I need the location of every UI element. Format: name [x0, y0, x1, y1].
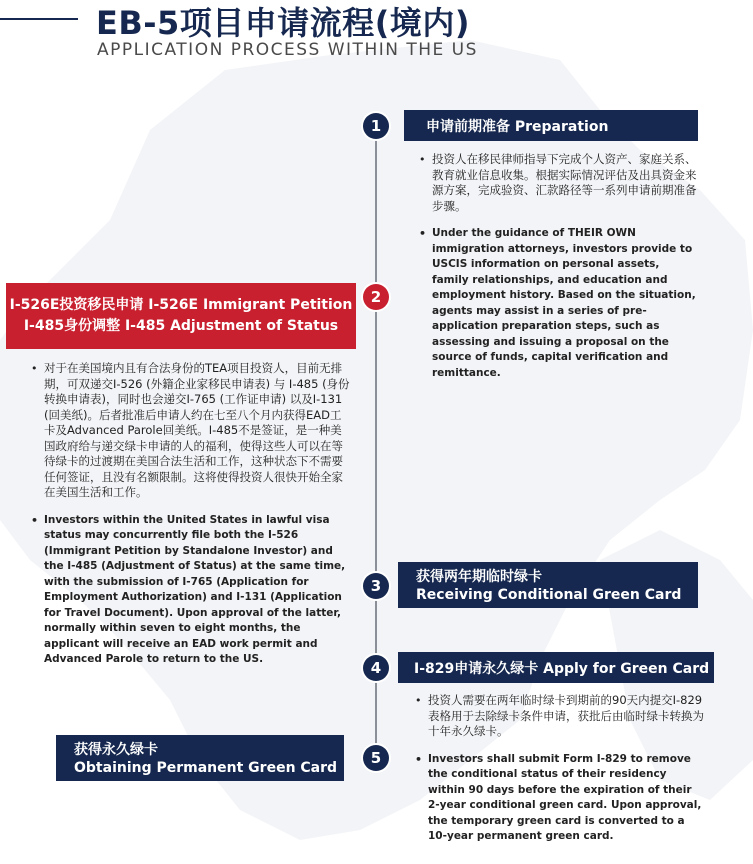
step-1-banner: [404, 110, 698, 141]
step-2-bullet-zh: • 对于在美国境内且有合法身份的TEA项目投资人，目前无排期，可双递交I-526 (外籍企业家移民申请表) 与 I-485 (身份转换申请表)，同时也会递交I-765 (工作证申请) 以及I-131 (回美纸)。后者批准后申请人约在七至八个月内获得EAD工卡及Advanced Parole回美纸。I-485不是签证，是一种美国政府给与递交绿卡申请的人的福利，使得这些人可以在等待绿卡的过渡期在美国合法生活和工作，这种状态下不需要任何签证，且没有名额限制。这将使得投资人很快开始全家在美国生活和工作。: [30, 361, 352, 501]
step-2-title-line2: I-485身份调整 I-485 Adjustment of Status: [23, 318, 339, 334]
step-4-number-badge: 4: [363, 655, 389, 681]
step-2-banner: [6, 283, 356, 349]
step-1-bullet-list: [418, 152, 698, 393]
step-1-number-badge: 1: [363, 113, 389, 139]
step-5-title-en: Obtaining Permanent Green Card: [74, 760, 338, 776]
step-3-title-zh: 获得两年期临时绿卡: [416, 569, 542, 585]
step-5-banner: [56, 735, 344, 781]
step-2-bullet-en: • Investors within the United States in lawful visa status may concurrently file both the I-526 (Immigrant Petition by Standalone Investor) and the I-485 (Adjustment of Status) at the same time, with the submission of I-765 (Application for Employment Authorization) and I-131 (Application for Travel Document). Upon approval of the latter, normally within seven to eight months, the applicant will receive an EAD work permit and Advanced Parole to return to the US.: [30, 513, 352, 668]
step-4-bullet-zh: • 投资人需要在两年临时绿卡到期前的90天内提交I-829 表格用于去除绿卡条件申请，获批后由临时绿卡转换为十年永久绿卡。: [414, 693, 704, 740]
step-5-number-badge: 5: [363, 745, 389, 771]
step-1-title: 申请前期准备 Preparation: [426, 119, 609, 135]
step-4-title: I-829申请永久绿卡 Apply for Green Card: [414, 661, 710, 677]
header-rule: [0, 18, 78, 20]
step-1-bullet-zh: • 投资人在移民律师指导下完成个人资产、家庭关系、教育就业信息收集。根据实际情况评估及出具资金来源方案，完成验资、汇款路径等一系列申请前期准备步骤。: [418, 152, 698, 214]
step-4-banner: [398, 652, 714, 683]
step-5-title-zh: 获得永久绿卡: [74, 742, 158, 758]
step-4-bullet-en: • Investors shall submit Form I-829 to remove the conditional status of their residency within 90 days before the expiration of their 2-year conditional green card. Upon approval, the temporary green card is converted to a 10-year permanent green card.: [414, 752, 704, 845]
step-4-bullet-list: [414, 693, 704, 857]
page-title: EB-5项目申请流程(境内): [96, 4, 471, 42]
step-2-number-badge: 2: [363, 284, 389, 310]
step-2-title-line1: I-526E投资移民申请 I-526E Immigrant Petition: [9, 297, 353, 313]
page-subtitle: APPLICATION PROCESS WITHIN THE US: [97, 40, 478, 60]
step-2-bullet-list: [30, 361, 352, 680]
step-3-number-badge: 3: [363, 573, 389, 599]
step-3-title-en: Receiving Conditional Green Card: [416, 587, 682, 603]
step-3-banner: [398, 562, 698, 608]
step-1-bullet-en: • Under the guidance of THEIR OWN immigration attorneys, investors provide to USCIS information on personal assets, family relationships, and education and employment history. Based on the situation, agents may assist in a series of pre-application preparation steps, such as assessing and issuing a proposal on the source of funds, capital verification and remittance.: [418, 226, 698, 381]
